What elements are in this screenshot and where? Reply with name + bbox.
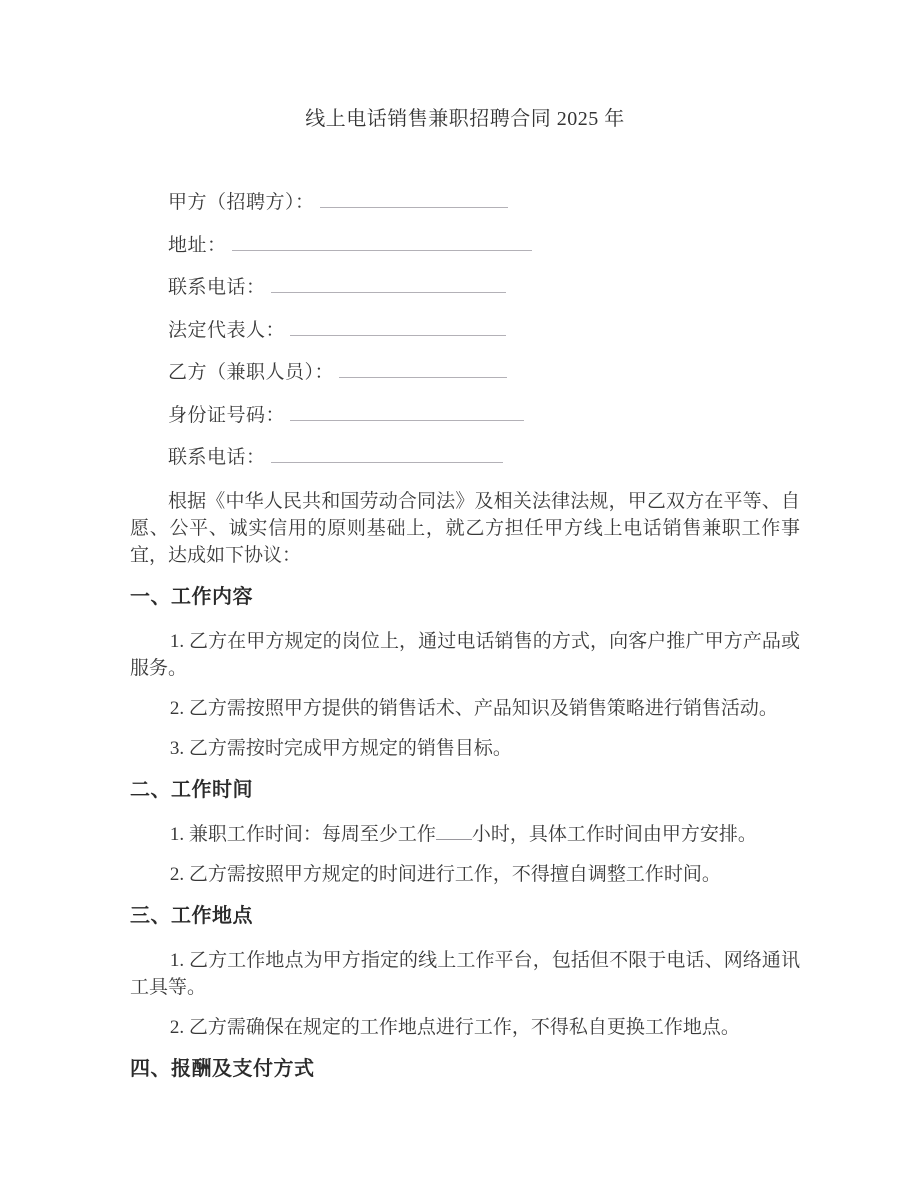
party-info-fields [130,190,800,470]
field-blank-line [271,275,506,293]
field-label: 乙方（兼职人员）： [168,362,335,383]
field-label: 身份证号码： [168,404,286,426]
clause-text-before: 1. 兼职工作时间：每周至少工作 [169,823,436,845]
contract-clause: 3. 乙方需按时完成甲方规定的销售目标。 [169,737,512,759]
contract-clause: 2. 乙方需按照甲方规定的时间进行工作，不得擅自调整工作时间。 [169,863,721,885]
field-party-b [168,360,800,385]
field-label: 地址： [168,234,227,256]
section-work-location [130,905,800,1041]
field-blank-line [290,318,506,336]
section-heading: 二、工作时间 [130,778,253,801]
field-blank-line [232,233,532,251]
section-work-content [130,586,800,762]
section-compensation [130,1058,800,1080]
section-work-time [130,779,800,888]
section-heading: 一、工作内容 [130,585,253,608]
contract-clause: 2. 乙方需按照甲方提供的销售话术、产品知识及销售策略进行销售活动。 [169,697,778,719]
field-label: 法定代表人： [168,319,286,341]
contract-clause: 2. 乙方需确保在规定的工作地点进行工作，不得私自更换工作地点。 [169,1016,740,1038]
contract-clause: 1. 乙方在甲方规定的岗位上，通过电话销售的方式，向客户推广甲方产品或服务。 [130,630,800,679]
field-phone-b [168,445,800,470]
field-blank-line [271,445,503,463]
contract-clause-with-blank [130,821,800,848]
field-label: 联系电话： [168,277,266,298]
field-address [168,233,800,258]
document-title: 线上电话销售兼职招聘合同 2025 年 [305,108,625,130]
field-blank-line [339,360,507,378]
section-heading: 三、工作地点 [130,904,253,927]
field-party-a [168,190,800,215]
contract-clause: 1. 乙方工作地点为甲方指定的线上工作平台，包括但不限于电话、网络通讯工具等。 [130,949,800,998]
fill-in-blank [436,825,472,840]
clause-text-after: 小时，具体工作时间由甲方安排。 [471,823,757,845]
field-blank-line [320,190,508,208]
section-heading: 四、报酬及支付方式 [130,1057,315,1080]
intro-paragraph: 根据《中华人民共和国劳动合同法》及相关法律法规，甲乙双方在平等、自愿、公平、诚实信用的原则基础上，就乙方担任甲方线上电话销售兼职工作事宜，达成如下协议： [130,490,800,566]
field-phone-a [168,275,800,300]
field-label: 联系电话： [168,447,266,468]
field-blank-line [290,403,524,421]
field-id-number [168,403,800,428]
field-label: 甲方（招聘方）： [168,192,315,213]
field-legal-representative [168,318,800,343]
